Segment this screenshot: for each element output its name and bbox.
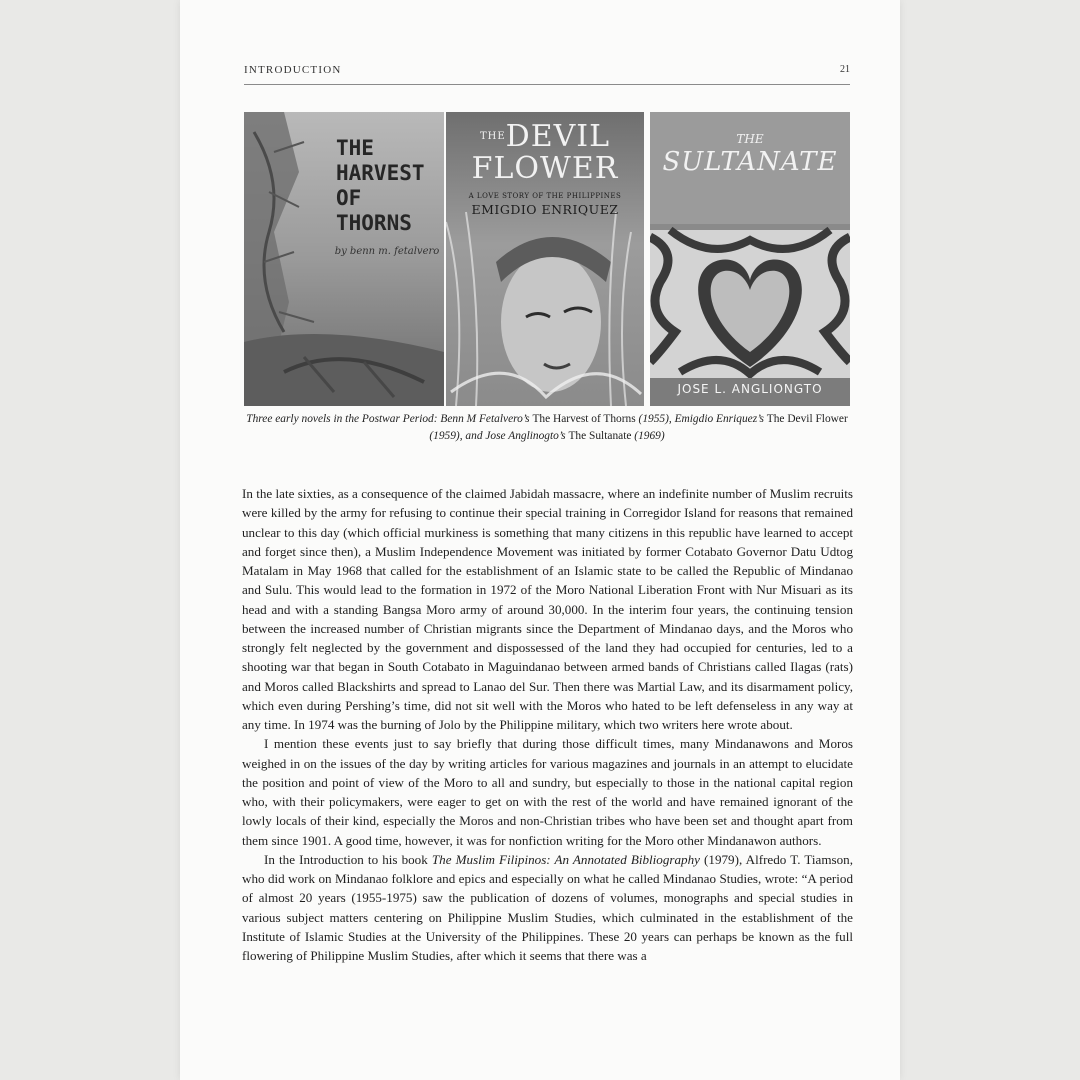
paragraph: In the late sixties, as a consequence of the claimed Jabidah massacre, where an indefinite number of Muslim recruits were killed by the army for refusing to continue their special training in Corregidor Island for reasons that remained unclear to this day (which official murkiness is something that many citizens in this republic have learned to accept and forget since then), a Muslim Independence Movement was initiated by former Cotabato Governor Datu Udtog Matalam in May 1968 that called for the establishment of an Islamic state to be called the Republic of Mindanao and Sulu. This would lead to the formation in 1972 of the Moro National Liberation Front with Nur Misuari as its head and with a standing Bangsa Moro army of around 30,000. In the interim four years, the continuing tension between the increased number of Christian migrants since the Department of Mindanao days, and the Moros who strongly felt neglected by the government and dispossessed of the land they had occupied for centuries, led to a shooting war that began in South Cotabato in Maguindanao between armed bands of Christians called Ilagas (rats) and Moros called Blackshirts and spread to Lanao del Sur. Then there was Martial Law, and its disarmament policy, which even during Pershing’s time, did not sit well with the Moros who hated to be left defenseless in any way at any time. In 1974 was the burning of Jolo by the Philippine military, which two writers here wrote about. (242, 486, 853, 732)
caption-title: The Devil Flower (766, 413, 848, 425)
title-line: THE (336, 136, 374, 160)
title-line: DEVIL (505, 119, 611, 154)
body-text (242, 484, 853, 965)
title-small: THE (479, 131, 506, 142)
paragraph: I mention these events just to say briefly that during those difficult times, many Mindanawons and Moros weighed in on the issues of the day by writing articles for various magazines and journals in an attempt to elucidate the position and point of view of the Moro to all and sundry, but especially to those in the national capital region who, with their policymakers, were eager to get on with the rest of the world and have remained ignorant of the lowly locals of their kind, especially the Moros and non-Christian tribes who have been set and thought apart from them since 1901. A good time, however, it was for nonfiction writing for the Moro other Mindanawon authors. (242, 736, 853, 848)
cover-sultanate-title (650, 132, 850, 178)
caption-title: The Harvest of Thorns (532, 413, 636, 425)
figure-caption (244, 411, 850, 445)
cover-harvest-title (336, 136, 440, 236)
cover-sultanate (650, 112, 850, 406)
caption-title: The Sultanate (568, 430, 632, 442)
page-number: 21 (840, 64, 850, 75)
cover-harvest-of-thorns (244, 112, 444, 406)
book-title: The Muslim Filipinos: An Annotated Bibliography (431, 851, 700, 867)
title-line: OF (336, 186, 362, 210)
paragraph (242, 850, 853, 966)
caption-text: Three early novels in the Postwar Period: Benn M Fetalvero’s (246, 413, 533, 425)
title-main: SULTANATE (662, 147, 838, 177)
section-title: INTRODUCTION (244, 64, 342, 76)
cover-devil-flower (446, 112, 644, 406)
running-header (244, 62, 850, 85)
cover-devil-author: EMIGDIO ENRIQUEZ (471, 202, 619, 217)
caption-text: (1955), Emigdio Enriquez’s (635, 413, 767, 425)
title-line: THORNS (336, 211, 412, 235)
paragraph-text: In the Introduction to his book (264, 851, 432, 867)
caption-text: (1969) (631, 430, 665, 442)
cover-harvest-author: by benn m. fetalvero (334, 246, 440, 257)
cover-devil-title (446, 119, 644, 186)
title-small: THE (736, 132, 764, 146)
title-line: HARVEST (336, 161, 425, 185)
cover-devil-subtitle: A LOVE STORY OF THE PHILIPPINES (468, 192, 622, 200)
title-line: FLOWER (471, 151, 619, 186)
caption-text: (1959), and Jose Anglinogto’s (429, 430, 569, 442)
cover-sultanate-author: JOSE L. ANGLIONGTO (677, 382, 823, 396)
paragraph-text: (1979), Alfredo T. Tiamson, who did work on Mindanao folklore and epics and especially on what he called Mindanao Studies, wrote: “A period of almost 20 years (1955-1975) saw the publication of dozens of volumes, monographs and special studies in various subject matters centering on Philippine Muslim Studies, which culminated in the establishment of the Institute of Islamic Studies at the University of the Philippines. These 20 years can perhaps be known as the full flowering of Philippine Muslim Studies, after which it seems that there was a (242, 851, 853, 963)
